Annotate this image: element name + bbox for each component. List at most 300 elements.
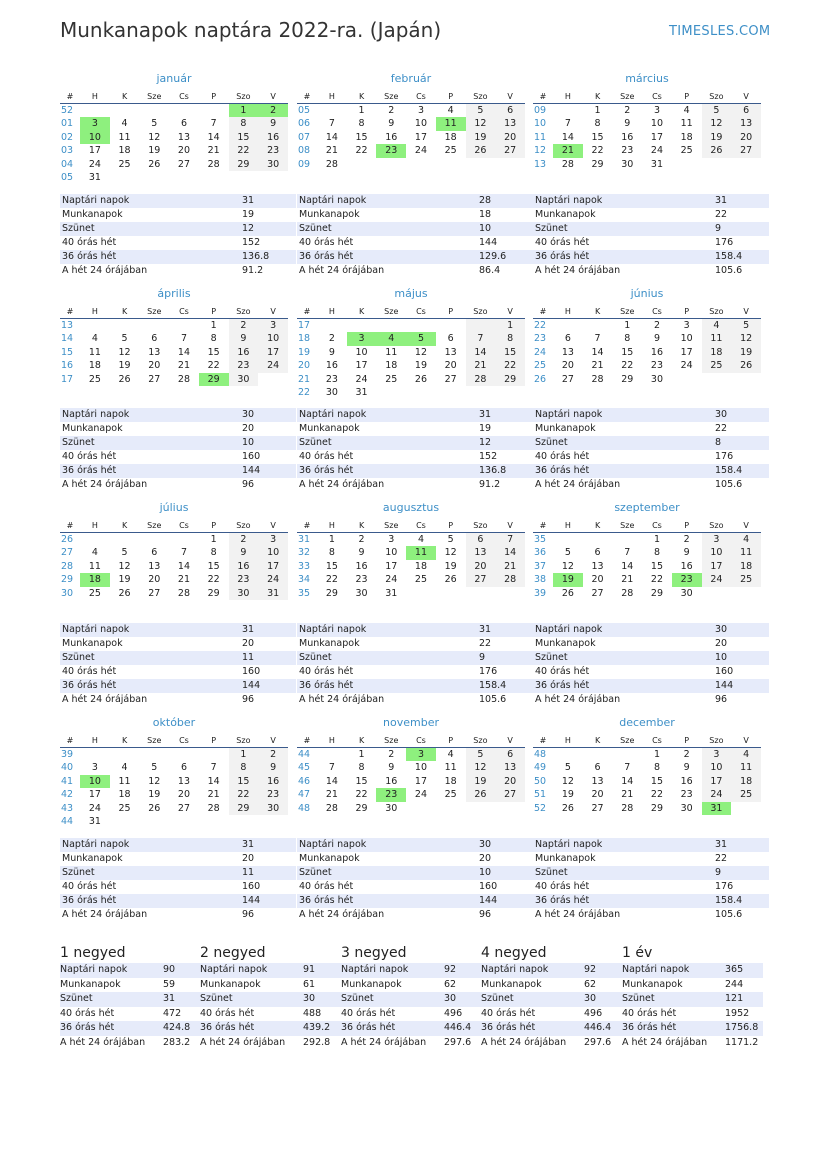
week-number[interactable]: 48 xyxy=(298,802,311,814)
day-cell[interactable]: 6 xyxy=(594,547,601,559)
day-cell[interactable]: 19 xyxy=(444,560,457,572)
day-cell[interactable]: 8 xyxy=(358,118,365,130)
day-cell[interactable]: 12 xyxy=(148,131,161,143)
day-cell[interactable]: 23 xyxy=(229,359,259,372)
day-cell[interactable]: 22 xyxy=(325,574,338,586)
day-cell[interactable]: 21 xyxy=(177,574,191,586)
day-cell[interactable]: 20 xyxy=(561,360,574,372)
day-cell[interactable]: 19 xyxy=(561,789,574,801)
day-cell[interactable]: 29 xyxy=(207,587,220,599)
week-number[interactable]: 28 xyxy=(61,560,74,572)
day-cell[interactable]: 13 xyxy=(495,117,525,130)
day-cell[interactable]: 5 xyxy=(564,547,571,559)
day-cell[interactable]: 15 xyxy=(650,560,664,572)
day-cell[interactable]: 9 xyxy=(683,547,690,559)
month-name[interactable]: augusztus xyxy=(382,501,440,514)
day-cell[interactable]: 30 xyxy=(680,802,693,814)
week-number[interactable]: 46 xyxy=(298,775,311,787)
day-cell[interactable]: 26 xyxy=(466,144,496,157)
day-cell[interactable]: 1 xyxy=(653,749,660,760)
week-number[interactable]: 10 xyxy=(534,118,547,130)
day-cell[interactable]: 2 xyxy=(229,319,259,333)
day-cell[interactable]: 8 xyxy=(210,333,217,345)
day-cell[interactable]: 24 xyxy=(702,788,732,801)
holiday-cell[interactable]: 11 xyxy=(406,546,436,559)
day-cell[interactable]: 2 xyxy=(653,320,660,331)
day-cell[interactable]: 22 xyxy=(207,574,220,586)
week-number[interactable]: 17 xyxy=(298,320,311,331)
day-cell[interactable]: 24 xyxy=(414,789,428,801)
day-cell[interactable]: 6 xyxy=(731,104,761,118)
day-cell[interactable]: 27 xyxy=(148,587,161,599)
week-number[interactable]: 49 xyxy=(534,762,547,774)
month-name[interactable]: december xyxy=(619,716,675,729)
week-number[interactable]: 35 xyxy=(534,534,547,545)
week-number[interactable]: 04 xyxy=(61,158,74,170)
day-cell[interactable]: 5 xyxy=(731,319,761,333)
day-cell[interactable]: 5 xyxy=(564,762,571,774)
day-cell[interactable]: 14 xyxy=(207,775,220,787)
day-cell[interactable]: 7 xyxy=(495,533,525,547)
holiday-cell[interactable]: 2 xyxy=(258,104,288,118)
day-cell[interactable]: 11 xyxy=(680,118,693,130)
day-cell[interactable]: 14 xyxy=(621,775,634,787)
day-cell[interactable]: 12 xyxy=(414,346,428,358)
holiday-cell[interactable]: 10 xyxy=(80,131,110,144)
day-cell[interactable]: 21 xyxy=(591,360,604,372)
week-number[interactable]: 27 xyxy=(61,547,74,559)
day-cell[interactable]: 14 xyxy=(495,546,525,559)
week-number[interactable]: 05 xyxy=(298,105,311,116)
day-cell[interactable]: 5 xyxy=(151,118,158,130)
day-cell[interactable]: 14 xyxy=(561,131,574,143)
holiday-cell[interactable]: 1 xyxy=(229,104,259,118)
day-cell[interactable]: 2 xyxy=(388,105,395,116)
day-cell[interactable]: 18 xyxy=(444,131,457,143)
day-cell[interactable]: 13 xyxy=(591,560,604,572)
day-cell[interactable]: 18 xyxy=(444,775,457,787)
day-cell[interactable]: 4 xyxy=(731,748,761,762)
day-cell[interactable]: 17 xyxy=(702,775,732,788)
day-cell[interactable]: 18 xyxy=(731,775,761,788)
day-cell[interactable]: 29 xyxy=(355,802,368,814)
day-cell[interactable]: 20 xyxy=(495,131,525,144)
week-number[interactable]: 26 xyxy=(61,534,74,545)
day-cell[interactable]: 31 xyxy=(385,587,398,599)
day-cell[interactable]: 15 xyxy=(229,131,259,144)
day-cell[interactable]: 7 xyxy=(624,547,631,559)
day-cell[interactable]: 21 xyxy=(207,145,220,157)
day-cell[interactable]: 30 xyxy=(258,158,288,171)
day-cell[interactable]: 12 xyxy=(444,547,457,559)
day-cell[interactable]: 8 xyxy=(229,117,259,130)
week-number[interactable]: 18 xyxy=(298,333,311,345)
day-cell[interactable]: 28 xyxy=(207,158,220,170)
week-number[interactable]: 41 xyxy=(61,775,74,787)
day-cell[interactable]: 20 xyxy=(591,789,604,801)
day-cell[interactable]: 22 xyxy=(229,144,259,157)
day-cell[interactable]: 17 xyxy=(680,346,693,358)
day-cell[interactable]: 13 xyxy=(177,775,191,787)
day-cell[interactable]: 30 xyxy=(325,387,338,399)
day-cell[interactable]: 9 xyxy=(328,346,335,358)
day-cell[interactable]: 31 xyxy=(258,587,288,600)
day-cell[interactable]: 28 xyxy=(177,373,191,385)
day-cell[interactable]: 1 xyxy=(653,534,660,545)
day-cell[interactable]: 1 xyxy=(210,534,217,545)
day-cell[interactable]: 28 xyxy=(621,802,634,814)
day-cell[interactable]: 16 xyxy=(229,560,259,573)
day-cell[interactable]: 24 xyxy=(414,145,428,157)
holiday-cell[interactable]: 3 xyxy=(347,332,377,345)
day-cell[interactable]: 23 xyxy=(229,573,259,586)
day-cell[interactable]: 10 xyxy=(258,332,288,345)
day-cell[interactable]: 12 xyxy=(118,346,131,358)
day-cell[interactable]: 9 xyxy=(388,118,395,130)
day-cell[interactable]: 3 xyxy=(91,762,98,774)
day-cell[interactable]: 20 xyxy=(444,360,457,372)
day-cell[interactable]: 17 xyxy=(258,346,288,359)
day-cell[interactable]: 2 xyxy=(258,748,288,762)
day-cell[interactable]: 9 xyxy=(229,332,259,345)
day-cell[interactable]: 20 xyxy=(731,131,761,144)
day-cell[interactable]: 10 xyxy=(680,333,693,345)
week-number[interactable]: 31 xyxy=(298,534,311,545)
day-cell[interactable]: 11 xyxy=(731,546,761,559)
day-cell[interactable]: 7 xyxy=(594,333,601,345)
day-cell[interactable]: 24 xyxy=(88,158,101,170)
day-cell[interactable]: 25 xyxy=(444,789,457,801)
day-cell[interactable]: 15 xyxy=(621,346,634,358)
day-cell[interactable]: 6 xyxy=(180,762,187,774)
day-cell[interactable]: 13 xyxy=(466,546,496,559)
day-cell[interactable]: 7 xyxy=(210,762,217,774)
day-cell[interactable]: 24 xyxy=(355,373,368,385)
day-cell[interactable]: 17 xyxy=(414,775,428,787)
day-cell[interactable]: 23 xyxy=(258,144,288,157)
day-cell[interactable]: 25 xyxy=(444,145,457,157)
day-cell[interactable]: 28 xyxy=(591,373,604,385)
week-number[interactable]: 36 xyxy=(534,547,547,559)
week-number[interactable]: 51 xyxy=(534,789,547,801)
day-cell[interactable]: 20 xyxy=(495,775,525,788)
day-cell[interactable]: 17 xyxy=(702,560,732,573)
week-number[interactable]: 24 xyxy=(534,346,547,358)
day-cell[interactable]: 7 xyxy=(328,762,335,774)
day-cell[interactable]: 11 xyxy=(88,346,101,358)
day-cell[interactable]: 29 xyxy=(650,587,664,599)
day-cell[interactable]: 11 xyxy=(702,332,732,345)
holiday-cell[interactable]: 10 xyxy=(80,775,110,788)
day-cell[interactable]: 10 xyxy=(414,762,428,774)
day-cell[interactable]: 20 xyxy=(177,145,191,157)
day-cell[interactable]: 16 xyxy=(385,131,398,143)
day-cell[interactable]: 26 xyxy=(148,158,161,170)
week-number[interactable]: 21 xyxy=(298,373,311,385)
day-cell[interactable]: 11 xyxy=(88,560,101,572)
day-cell[interactable]: 15 xyxy=(325,560,338,572)
day-cell[interactable]: 24 xyxy=(258,359,288,372)
day-cell[interactable]: 5 xyxy=(702,104,732,118)
day-cell[interactable]: 12 xyxy=(561,560,574,572)
week-number[interactable]: 33 xyxy=(298,560,311,572)
day-cell[interactable]: 12 xyxy=(148,775,161,787)
day-cell[interactable]: 12 xyxy=(118,560,131,572)
day-cell[interactable]: 22 xyxy=(229,788,259,801)
day-cell[interactable]: 28 xyxy=(495,573,525,586)
day-cell[interactable]: 8 xyxy=(229,761,259,774)
holiday-cell[interactable]: 5 xyxy=(406,332,436,345)
week-number[interactable]: 22 xyxy=(298,387,311,399)
day-cell[interactable]: 5 xyxy=(151,762,158,774)
day-cell[interactable]: 30 xyxy=(680,587,693,599)
day-cell[interactable]: 28 xyxy=(207,802,220,814)
week-number[interactable]: 08 xyxy=(298,145,311,157)
day-cell[interactable]: 22 xyxy=(355,789,368,801)
day-cell[interactable]: 19 xyxy=(148,145,161,157)
day-cell[interactable]: 24 xyxy=(680,360,693,372)
week-number[interactable]: 09 xyxy=(298,158,311,170)
day-cell[interactable]: 6 xyxy=(180,118,187,130)
day-cell[interactable]: 19 xyxy=(702,131,732,144)
day-cell[interactable]: 18 xyxy=(731,560,761,573)
week-number[interactable]: 03 xyxy=(61,145,74,157)
week-number[interactable]: 19 xyxy=(298,346,311,358)
day-cell[interactable]: 23 xyxy=(680,789,693,801)
month-name[interactable]: július xyxy=(159,501,189,514)
week-number[interactable]: 38 xyxy=(534,574,547,586)
week-number[interactable]: 02 xyxy=(61,131,74,143)
day-cell[interactable]: 7 xyxy=(466,332,496,345)
day-cell[interactable]: 22 xyxy=(495,359,525,372)
day-cell[interactable]: 7 xyxy=(564,118,571,130)
day-cell[interactable]: 16 xyxy=(680,560,693,572)
day-cell[interactable]: 14 xyxy=(325,775,338,787)
week-number[interactable]: 35 xyxy=(298,587,311,599)
holiday-cell[interactable]: 19 xyxy=(553,573,583,586)
day-cell[interactable]: 3 xyxy=(258,533,288,547)
month-name[interactable]: március xyxy=(625,72,669,85)
week-number[interactable]: 05 xyxy=(61,172,74,184)
holiday-cell[interactable]: 23 xyxy=(376,144,406,157)
day-cell[interactable]: 28 xyxy=(177,587,191,599)
day-cell[interactable]: 9 xyxy=(683,762,690,774)
day-cell[interactable]: 17 xyxy=(88,145,101,157)
day-cell[interactable]: 19 xyxy=(148,789,161,801)
day-cell[interactable]: 16 xyxy=(325,360,338,372)
day-cell[interactable]: 20 xyxy=(148,574,161,586)
day-cell[interactable]: 18 xyxy=(414,560,428,572)
day-cell[interactable]: 19 xyxy=(118,574,131,586)
week-number[interactable]: 52 xyxy=(61,105,74,116)
day-cell[interactable]: 18 xyxy=(385,360,398,372)
day-cell[interactable]: 5 xyxy=(121,547,128,559)
day-cell[interactable]: 24 xyxy=(650,145,664,157)
brand-logo[interactable]: TIMESLES.COM xyxy=(669,24,771,39)
week-number[interactable]: 48 xyxy=(534,749,547,760)
day-cell[interactable]: 4 xyxy=(417,534,424,545)
day-cell[interactable]: 10 xyxy=(385,547,398,559)
day-cell[interactable]: 3 xyxy=(702,533,732,547)
day-cell[interactable]: 21 xyxy=(621,574,634,586)
day-cell[interactable]: 27 xyxy=(177,802,191,814)
day-cell[interactable]: 25 xyxy=(731,573,761,586)
holiday-cell[interactable]: 31 xyxy=(702,802,732,815)
day-cell[interactable]: 25 xyxy=(680,145,693,157)
day-cell[interactable]: 12 xyxy=(466,761,496,774)
week-number[interactable]: 34 xyxy=(298,574,311,586)
day-cell[interactable]: 4 xyxy=(91,547,98,559)
day-cell[interactable]: 22 xyxy=(591,145,604,157)
day-cell[interactable]: 27 xyxy=(591,587,604,599)
day-cell[interactable]: 15 xyxy=(495,346,525,359)
day-cell[interactable]: 26 xyxy=(414,373,428,385)
day-cell[interactable]: 30 xyxy=(621,158,634,170)
day-cell[interactable]: 5 xyxy=(447,534,454,545)
day-cell[interactable]: 28 xyxy=(621,587,634,599)
week-number[interactable]: 29 xyxy=(61,574,74,586)
day-cell[interactable]: 11 xyxy=(731,761,761,774)
day-cell[interactable]: 15 xyxy=(207,560,220,572)
day-cell[interactable]: 30 xyxy=(385,802,398,814)
day-cell[interactable]: 19 xyxy=(731,346,761,359)
day-cell[interactable]: 17 xyxy=(88,789,101,801)
day-cell[interactable]: 29 xyxy=(495,373,525,386)
day-cell[interactable]: 26 xyxy=(702,144,732,157)
day-cell[interactable]: 21 xyxy=(621,789,634,801)
day-cell[interactable]: 21 xyxy=(466,359,496,372)
day-cell[interactable]: 24 xyxy=(88,802,101,814)
day-cell[interactable]: 30 xyxy=(229,587,259,600)
day-cell[interactable]: 1 xyxy=(495,319,525,333)
holiday-cell[interactable]: 23 xyxy=(376,788,406,801)
day-cell[interactable]: 8 xyxy=(495,332,525,345)
day-cell[interactable]: 30 xyxy=(229,373,259,386)
holiday-cell[interactable]: 4 xyxy=(376,332,406,345)
day-cell[interactable]: 27 xyxy=(731,144,761,157)
holiday-cell[interactable]: 11 xyxy=(436,117,466,130)
week-number[interactable]: 20 xyxy=(298,360,311,372)
month-name[interactable]: február xyxy=(390,72,432,85)
day-cell[interactable]: 10 xyxy=(702,546,732,559)
day-cell[interactable]: 6 xyxy=(466,533,496,547)
day-cell[interactable]: 16 xyxy=(680,775,693,787)
day-cell[interactable]: 15 xyxy=(650,775,664,787)
day-cell[interactable]: 6 xyxy=(594,762,601,774)
day-cell[interactable]: 24 xyxy=(385,574,398,586)
day-cell[interactable]: 16 xyxy=(650,346,664,358)
day-cell[interactable]: 3 xyxy=(258,319,288,333)
day-cell[interactable]: 19 xyxy=(118,360,131,372)
day-cell[interactable]: 13 xyxy=(148,560,161,572)
day-cell[interactable]: 6 xyxy=(564,333,571,345)
day-cell[interactable]: 25 xyxy=(731,788,761,801)
day-cell[interactable]: 13 xyxy=(731,117,761,130)
day-cell[interactable]: 26 xyxy=(561,587,574,599)
day-cell[interactable]: 27 xyxy=(177,158,191,170)
day-cell[interactable]: 11 xyxy=(118,131,131,143)
day-cell[interactable]: 3 xyxy=(388,534,395,545)
week-number[interactable]: 39 xyxy=(534,587,547,599)
day-cell[interactable]: 27 xyxy=(495,144,525,157)
day-cell[interactable]: 5 xyxy=(466,748,496,762)
day-cell[interactable]: 1 xyxy=(210,320,217,331)
day-cell[interactable]: 7 xyxy=(328,118,335,130)
day-cell[interactable]: 26 xyxy=(466,788,496,801)
day-cell[interactable]: 9 xyxy=(388,762,395,774)
week-number[interactable]: 06 xyxy=(298,118,311,130)
week-number[interactable]: 50 xyxy=(534,775,547,787)
day-cell[interactable]: 20 xyxy=(177,789,191,801)
day-cell[interactable]: 4 xyxy=(121,118,128,130)
day-cell[interactable]: 8 xyxy=(210,547,217,559)
day-cell[interactable]: 30 xyxy=(258,802,288,815)
day-cell[interactable]: 27 xyxy=(148,373,161,385)
day-cell[interactable]: 18 xyxy=(702,346,732,359)
day-cell[interactable]: 16 xyxy=(355,560,368,572)
week-number[interactable]: 23 xyxy=(534,333,547,345)
day-cell[interactable]: 16 xyxy=(258,775,288,788)
day-cell[interactable]: 13 xyxy=(561,346,574,358)
day-cell[interactable]: 4 xyxy=(121,762,128,774)
day-cell[interactable]: 21 xyxy=(207,789,220,801)
week-number[interactable]: 09 xyxy=(534,105,547,116)
day-cell[interactable]: 19 xyxy=(466,775,496,788)
holiday-cell[interactable]: 23 xyxy=(672,573,702,586)
day-cell[interactable]: 6 xyxy=(447,333,454,345)
day-cell[interactable]: 29 xyxy=(229,802,259,815)
day-cell[interactable]: 28 xyxy=(325,158,338,170)
day-cell[interactable]: 1 xyxy=(358,749,365,760)
day-cell[interactable]: 1 xyxy=(229,748,259,762)
day-cell[interactable]: 9 xyxy=(653,333,660,345)
day-cell[interactable]: 15 xyxy=(355,775,368,787)
month-name[interactable]: szeptember xyxy=(614,501,680,514)
day-cell[interactable]: 23 xyxy=(355,574,368,586)
month-name[interactable]: április xyxy=(157,287,191,300)
week-number[interactable]: 16 xyxy=(61,360,74,372)
day-cell[interactable]: 28 xyxy=(561,158,574,170)
day-cell[interactable]: 13 xyxy=(177,131,191,143)
day-cell[interactable]: 10 xyxy=(414,118,428,130)
week-number[interactable]: 42 xyxy=(61,789,74,801)
day-cell[interactable]: 16 xyxy=(621,131,634,143)
day-cell[interactable]: 14 xyxy=(325,131,338,143)
holiday-cell[interactable]: 29 xyxy=(199,373,229,386)
day-cell[interactable]: 20 xyxy=(466,560,496,573)
day-cell[interactable]: 4 xyxy=(447,105,454,116)
day-cell[interactable]: 10 xyxy=(650,118,664,130)
day-cell[interactable]: 14 xyxy=(621,560,634,572)
week-number[interactable]: 52 xyxy=(534,802,547,814)
day-cell[interactable]: 30 xyxy=(355,587,368,599)
day-cell[interactable]: 6 xyxy=(495,104,525,118)
week-number[interactable]: 22 xyxy=(534,320,547,331)
day-cell[interactable]: 5 xyxy=(466,104,496,118)
day-cell[interactable]: 9 xyxy=(624,118,631,130)
day-cell[interactable]: 4 xyxy=(731,533,761,547)
day-cell[interactable]: 26 xyxy=(118,587,131,599)
week-number[interactable]: 45 xyxy=(298,762,311,774)
day-cell[interactable]: 7 xyxy=(180,333,187,345)
week-number[interactable]: 37 xyxy=(534,560,547,572)
day-cell[interactable]: 22 xyxy=(650,789,664,801)
day-cell[interactable]: 29 xyxy=(591,158,604,170)
week-number[interactable]: 15 xyxy=(61,346,74,358)
day-cell[interactable]: 21 xyxy=(495,560,525,573)
day-cell[interactable]: 13 xyxy=(591,775,604,787)
holiday-cell[interactable]: 18 xyxy=(80,573,110,586)
